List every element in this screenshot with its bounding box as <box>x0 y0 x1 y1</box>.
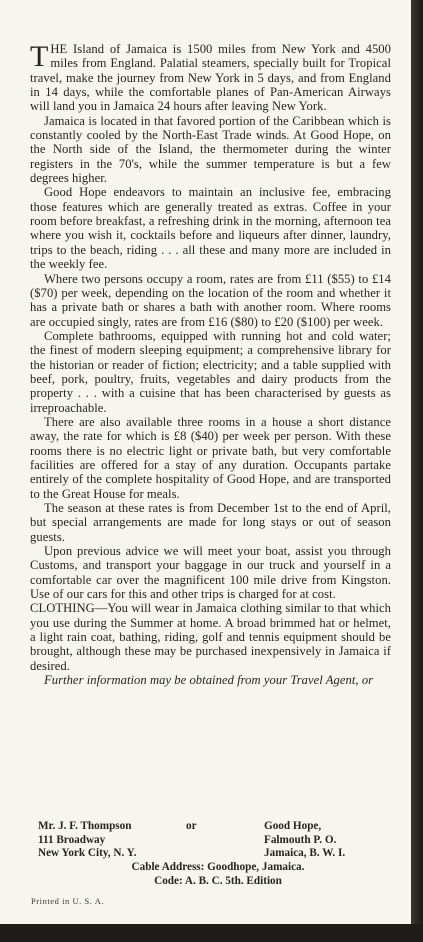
contact-name: Mr. J. F. Thompson <box>38 820 132 832</box>
printed-in-usa: Printed in U. S. A. <box>31 897 105 906</box>
contact-country: Jamaica, B. W. I. <box>264 847 346 860</box>
contact-jamaica <box>264 820 345 861</box>
paragraph-clothing: CLOTHING—You will wear in Jamaica clothing similar to that which you use during the Summer at home. A broad brimmed hat or helmet, a light rain coat, bathing, riding, golf and tennis equipment should be brought, although these may be purchased inexpensively in Jamaica if desired. <box>30 601 391 673</box>
contact-new-york <box>38 820 137 861</box>
contact-city: New York City, N. Y. <box>38 847 137 860</box>
paragraph-rates: Where two persons occupy a room, rates are from £11 ($55) to £14 ($70) per week, depending on the location of the room and whether it has a private bath or shares a bath with another room. Where rooms are occupied singly, rates are from £16 ($80) to £20 ($100) per week. <box>30 271 391 329</box>
page-edge-bottom <box>0 924 423 942</box>
page-edge-right <box>411 0 423 942</box>
paragraph-season: The season at these rates is from December 1st to the end of April, but special arrangements are made for long stays or out of season guests. <box>30 501 391 544</box>
paragraph-amenities: Complete bathrooms, equipped with running hot and cold water; the finest of modern sleeping equipment; a comprehensive library for the historian or reader of fiction; electricity; and a table supplied with beef, pork, poultry, fruits, vegetables and dairy products from the property . . . with a cuisine that has been characterised by guests as irreproachable. <box>30 328 391 415</box>
drop-cap: T <box>30 40 49 73</box>
cable-code: Code: A. B. C. 5th. Edition <box>154 874 282 887</box>
contact-post-office: Falmouth P. O. <box>264 833 337 846</box>
paragraph-inclusive-fee: Good Hope endeavors to maintain an inclusive fee, embracing those features which are generally treated as extras. Coffee in your room before breakfast, a refreshing drink in the morning, afternoon tea where you wish it, cocktails before and liqueurs after dinner, laundry, trips to the beach, riding . . . all these and many more are included in the weekly fee. <box>30 185 391 272</box>
paragraph-further-info: Further information may be obtained from your Travel Agent, or <box>44 673 374 688</box>
contact-estate: Good Hope, <box>264 820 322 832</box>
paragraph-climate: Jamaica is located in that favored portion of the Caribbean which is constantly cooled by the North-East Trade winds. At Good Hope, on the North side of the Island, the thermometer during the winter registers in the 70's, while the summer temperature is but a few degrees higher. <box>30 113 391 186</box>
cable-address: Cable Address: Goodhope, Jamaica. <box>131 861 305 873</box>
or-label: or <box>186 820 197 832</box>
paragraph-house-rooms: There are also available three rooms in a house a short distance away, the rate for which is £8 ($40) per week per person. With these rooms there is no electric light or private bath, but very comfortable facilities are offered for a stay of any duration. Occupants partake entirely of the complete hospitality of Good Hope, and are transported to the Great House for meals. <box>30 414 391 501</box>
body-text <box>30 42 391 687</box>
contact-or <box>186 820 197 834</box>
paragraph-transport: Upon previous advice we will meet your boat, assist you through Customs, and transport your baggage in our truck and yourself in a comfortable car over the magnificent 100 mile drive from Kingston. Use of our cars for this and other trips is charged for at cost. <box>30 544 391 602</box>
paragraph-intro-text: HE Island of Jamaica is 1500 miles from New York and 4500 miles from England. Palatial steamers, specially built for Tropical travel, make the journey from New York in 5 days, and from England in 14 days, while the comfortable planes of Pan-American Airways will land you in Jamaica 24 hours after leaving New York. <box>30 42 391 114</box>
paragraph-intro <box>30 42 391 114</box>
contact-street: 111 Broadway <box>38 833 106 846</box>
cable-info <box>38 861 398 888</box>
